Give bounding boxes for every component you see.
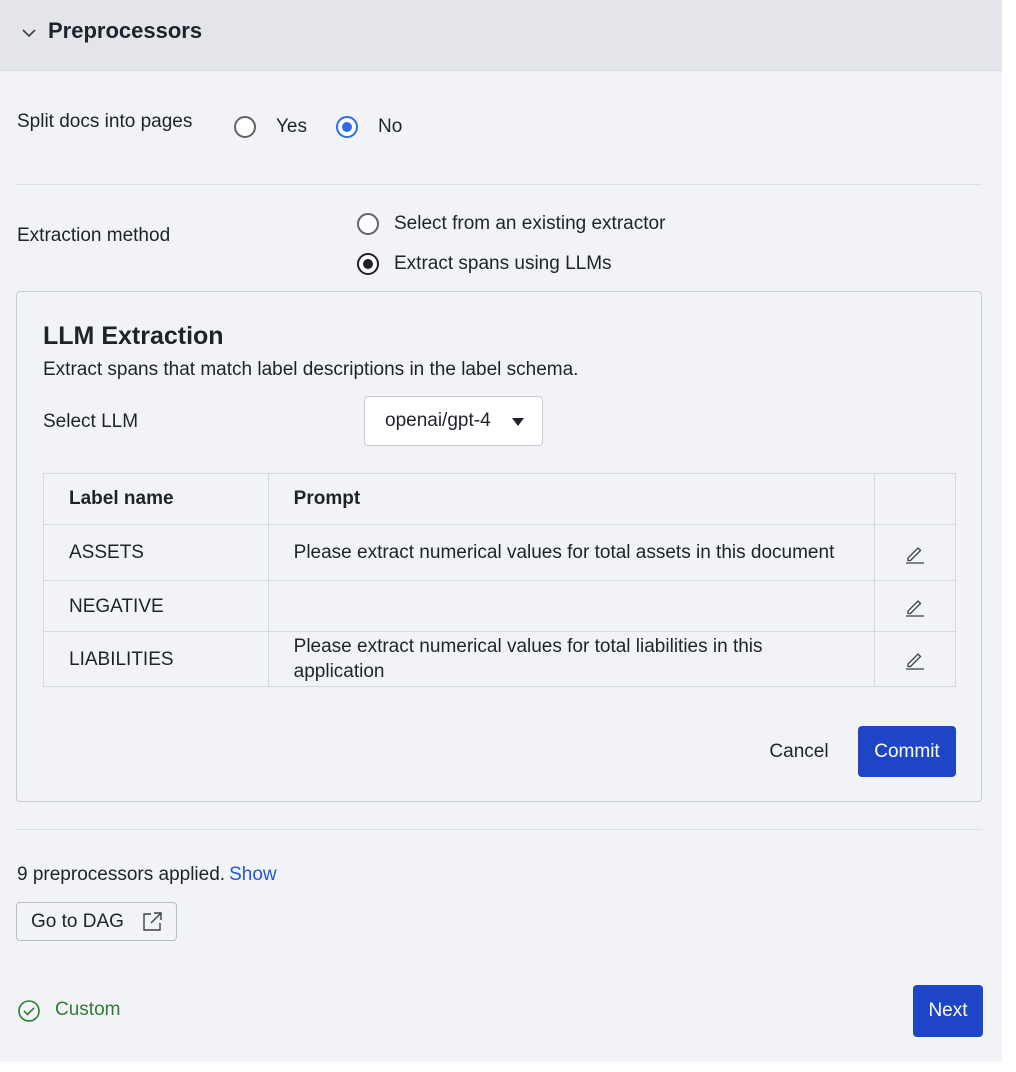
prompt-cell xyxy=(268,581,875,632)
label-name-cell: ASSETS xyxy=(44,525,269,581)
prompt-cell: Please extract numerical values for total liabilities in this application xyxy=(268,632,875,687)
split-docs-no-radio[interactable] xyxy=(336,116,358,138)
edit-cell xyxy=(875,632,956,687)
section-header[interactable] xyxy=(0,0,1002,71)
commit-button[interactable]: Commit xyxy=(858,726,956,777)
pencil-edit-icon[interactable] xyxy=(904,595,926,617)
label-name-cell: LIABILITIES xyxy=(44,632,269,687)
column-header-actions xyxy=(875,474,956,525)
table-row xyxy=(44,581,956,632)
chevron-down-icon[interactable] xyxy=(20,24,38,42)
split-docs-label: Split docs into pages xyxy=(17,111,193,132)
cancel-button[interactable]: Cancel xyxy=(769,741,829,762)
check-circle-icon xyxy=(17,999,41,1023)
show-link[interactable]: Show xyxy=(229,864,277,885)
edit-cell xyxy=(875,581,956,632)
applied-count-text: 9 preprocessors applied. xyxy=(17,864,226,885)
divider xyxy=(16,829,982,830)
status-label: Custom xyxy=(55,999,121,1020)
llm-extraction-card xyxy=(16,291,982,802)
llm-select-value: openai/gpt-4 xyxy=(385,410,491,431)
llm-select-dropdown[interactable] xyxy=(364,396,543,446)
split-docs-yes-label[interactable]: Yes xyxy=(276,116,307,137)
extraction-method-label: Extraction method xyxy=(17,225,171,246)
pencil-edit-icon[interactable] xyxy=(904,542,926,564)
llm-extraction-label[interactable]: Extract spans using LLMs xyxy=(394,253,612,274)
label-prompt-table xyxy=(43,473,956,687)
go-to-dag-button[interactable] xyxy=(16,902,177,941)
divider xyxy=(16,184,982,185)
next-button[interactable]: Next xyxy=(913,985,983,1037)
llm-extraction-description: Extract spans that match label descriptions in the label schema. xyxy=(43,359,579,380)
section-title: Preprocessors xyxy=(48,18,203,43)
select-llm-label: Select LLM xyxy=(43,411,139,432)
preprocessors-applied-text xyxy=(17,864,277,886)
column-header-label-name: Label name xyxy=(44,474,269,525)
table-header-row xyxy=(44,474,956,525)
existing-extractor-radio[interactable] xyxy=(357,213,379,235)
llm-extraction-radio[interactable] xyxy=(357,253,379,275)
prompt-cell: Please extract numerical values for total assets in this document xyxy=(268,525,875,581)
llm-extraction-title: LLM Extraction xyxy=(43,322,224,350)
edit-cell xyxy=(875,525,956,581)
split-docs-no-label[interactable]: No xyxy=(378,116,403,137)
go-to-dag-label: Go to DAG xyxy=(31,911,124,932)
pencil-edit-icon[interactable] xyxy=(904,648,926,670)
caret-down-icon xyxy=(512,418,524,426)
table-row xyxy=(44,525,956,581)
split-docs-yes-radio[interactable] xyxy=(234,116,256,138)
column-header-prompt: Prompt xyxy=(268,474,875,525)
existing-extractor-label[interactable]: Select from an existing extractor xyxy=(394,213,666,234)
label-name-cell: NEGATIVE xyxy=(44,581,269,632)
table-row xyxy=(44,632,956,687)
external-link-icon xyxy=(142,911,163,932)
